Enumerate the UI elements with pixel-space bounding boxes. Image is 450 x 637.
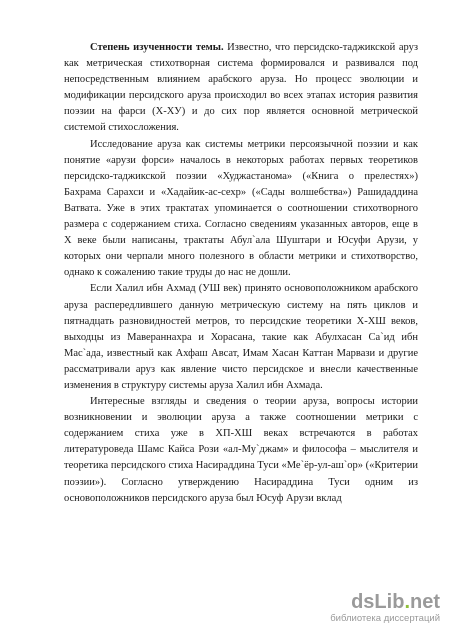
dslib-watermark [312,591,440,631]
logo-tail: net [410,591,440,613]
dslib-logo [312,591,440,613]
paragraph-text: Интересные взгляды и сведения о теории аруза, вопросы истории возникновении и эволюции аруза а также соотношении метрики с содержанием стиха уже в ХП-ХШ веках встречаются в работах литературоведа Шамс Кайса Рози «ал-Му`джам» и философа – мыслителя и теоретика персидского стиха Насираддина Туси «Ме`ёр-ул-аш`ор» («Критерии поэзии»). Согласно утверждению Насираддина Туси одним из основоположников персидского аруза был Юсуф Арузи вклад [64,396,418,504]
paragraph-theory-views [64,394,418,507]
paragraph-text: Если Халил ибн Ахмад (УШ век) принято основоположником арабского аруза распередлившего данную метрическую систему на пять циклов и пятнадцать разновидностей метров, то персидские теоретики Х-ХШ веков, выходцы из Мавераннахра и Хорасана, такие как Абулхасан Са`ид ибн Мас`ада, известный как Ахфаш Авсат, Имам Хасан Каттан Марвази и другие рассматривали аруз как явление чисто персидское и внесли качественные изменения в структуру системы аруза Халил ибн Ахмада. [64,283,418,391]
logo-dot: . [404,591,410,613]
section-heading: Степень изученности темы. [90,42,224,53]
paragraph-aruz-research [64,137,418,282]
paragraph-text: Исследование аруза как системы метрики персоязычной поэзии и как понятие «арузи форси» началось в некоторых работах первых теоретиков персидско-таджикской поэзии «Худжастанома» («Книга о прелестях») Бахрама Сарахси и «Хадайик-ас-сехр» («Сады волшебства») Рашидаддина Ватвата. Уже в этих трактатах упоминается о соотношении стихотворного размера с содержанием стиха. Согласно сведениям указанных авторов, еще в Х веке были написаны, трактаты Абул`ала Шуштари и Юсуфи Арузи, у которых они черпали много полезного в области метрики и стихотворство, однако к сожалению такие труды до нас не дошли. [64,138,418,279]
paragraph-text: Известно, что персидско-таджикской аруз как метрическая стихотворная система формировался и развивался под непосредственным влиянием арабского аруза. Но процесс эволюции и модификации персидского аруза происходил во всех этапах история развития поэзии на фарси (Х-ХУ) и до сих пор является основной метрической системой стихосложения. [64,42,418,134]
logo-main: dsLib [351,591,405,613]
paragraph-khalil-ibn-ahmad [64,281,418,394]
document-body [64,40,418,507]
paragraph-degree-of-study [64,40,418,137]
watermark-subtitle: библиотека диссертаций [330,613,440,624]
